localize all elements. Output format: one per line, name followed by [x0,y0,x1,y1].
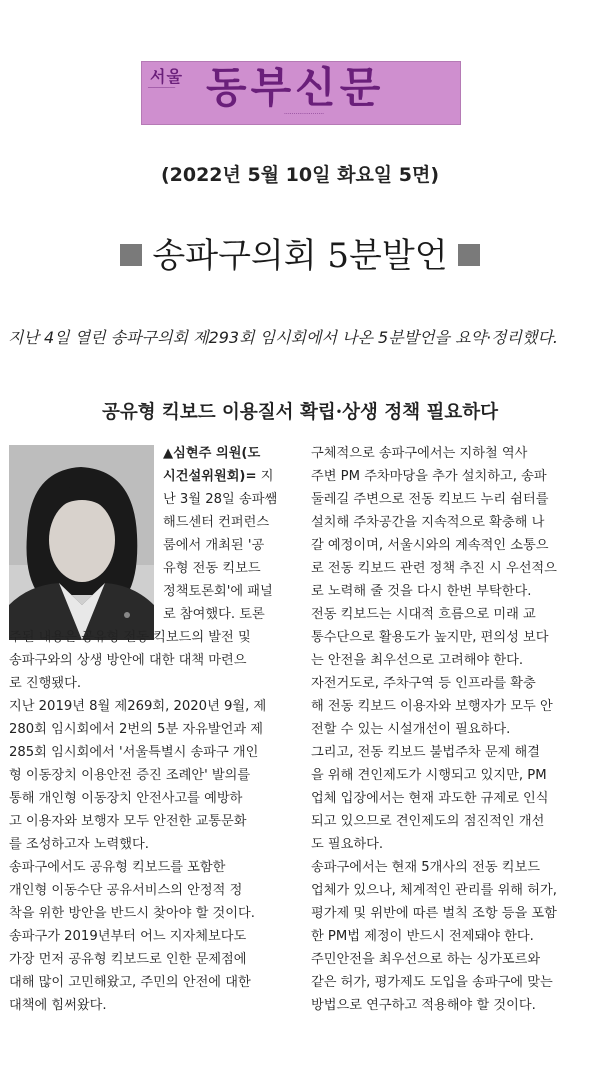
masthead-logo [141,61,461,125]
article-line: 업체 입장에서는 현재 과도한 규제로 인식 [311,791,549,806]
article-line: 285회 임시회에서 '서울특별시 송파구 개인 [9,745,259,760]
article-line: 전동 킥보드는 시대적 흐름으로 미래 교 [311,607,536,622]
article-line: 해드센터 컨퍼런스 [163,515,270,530]
article-line: 전할 수 있는 시설개선이 필요하다. [311,722,511,737]
article-column-1-top [163,442,293,626]
article-line: 주민안전을 최우선으로 하는 싱가포르와 [311,952,541,967]
article-line: 형 이동장치 이용안전 증진 조례안' 발의를 [9,768,251,783]
article-line: 그리고, 전동 킥보드 불법주차 문제 해결 [311,745,540,760]
article-line: 을 위해 견인제도가 시행되고 있지만, PM [311,768,547,783]
article-line: 로 노력해 줄 것을 다시 한번 부탁한다. [311,584,532,599]
article-line: 통해 개인형 이동장치 안전사고를 예방하 [9,791,243,806]
article-line: 지 [256,469,274,484]
article-line: 한 PM법 제정이 반드시 전제돼야 한다. [311,929,534,944]
summary: 지난 4일 열린 송파구의회 제293회 임시회에서 나온 5분발언을 요약·정리했다. [8,328,558,347]
article-line: 송파구에서도 공유형 킥보드를 포함한 [9,860,226,875]
article-line: 대해 많이 고민해왔고, 주민의 안전에 대한 [9,975,251,990]
article-line: 해 전동 킥보드 이용자와 보행자가 모두 안 [311,699,553,714]
article-line: 송파구가 2019년부터 어느 지자체보다도 [9,929,247,944]
article-line: 통수단으로 활용도가 높지만, 편의성 보다 [311,630,549,645]
article-line: 개인형 이동수단 공유서비스의 안정적 정 [9,883,243,898]
article-line: 를 조성하고자 노력했다. [9,837,149,852]
dateline: (2022년 5월 10일 화요일 5면) [160,164,440,186]
article-line: 자전거도로, 주차구역 등 인프라를 확충 [311,676,536,691]
masthead-seoul: 서울 [150,67,183,86]
article-line: 로 참여했다. 토론 [163,607,265,622]
article-line: 평가제 및 위반에 따른 벌칙 조항 등을 포함 [311,906,557,921]
article-line: 착을 위한 방안을 반드시 찾아야 할 것이다. [9,906,255,921]
article-line: 지난 2019년 8월 제269회, 2020년 9월, 제 [9,699,267,714]
article-line: 는 안전을 최우선으로 고려해야 한다. [311,653,524,668]
article-line: 구체적으로 송파구에서는 지하철 역사 [311,446,528,461]
article-line: 280회 임시회에서 2번의 5분 자유발언과 제 [9,722,263,737]
speaker-photo [9,445,154,640]
masthead-url-rule: ····················· [284,111,325,118]
headline: 송파구의회 5분발언 [152,236,448,276]
article-line: 주된 내용은 공유형 전동 킥보드의 발전 및 [9,630,251,645]
article-line: 난 3월 28일 송파쌤 [163,492,278,507]
article-line: 유형 전동 킥보드 [163,561,261,576]
masthead-title: 동부신문 [206,63,385,112]
article-line: 룸에서 개최된 '공 [163,538,265,553]
article-line: 로 진행됐다. [9,676,82,691]
subheadline: 공유형 킥보드 이용질서 확립·상생 정책 필요하다 [101,402,499,423]
article-line: 고 이용자와 보행자 모두 안전한 교통문화 [9,814,247,829]
article-line: 둘레길 주변으로 전동 킥보드 누리 쉼터를 [311,492,549,507]
article-line: 로 전동 킥보드 관련 정책 추진 시 우선적으 [311,561,557,576]
square-bullet-icon [458,244,480,266]
article-line: 도 필요하다. [311,837,384,852]
article-line: 업체가 있으나, 체계적인 관리를 위해 허가, [311,883,557,898]
square-bullet-icon [120,244,142,266]
speaker-committee: 시건설위원회)= [163,469,257,484]
article-line: 송파구와의 상생 방안에 대한 대책 마련으 [9,653,247,668]
article-line: 설치해 주차공간을 지속적으로 확충해 나 [311,515,545,530]
article-line: 정책토론회'에 패널 [163,584,273,599]
article-column-2 [311,442,599,1017]
article-line: 주변 PM 주차마당을 추가 설치하고, 송파 [311,469,547,484]
article-line: 가장 먼저 공유형 킥보드로 인한 문제점에 [9,952,247,967]
article-line: 같은 허가, 평가제도 도입을 송파구에 맞는 [311,975,553,990]
article-line: 갈 예정이며, 서울시와의 계속적인 소통으 [311,538,549,553]
article-line: 방법으로 연구하고 적용해야 할 것이다. [311,998,536,1013]
speaker-name: ▲심현주 의원(도 [163,446,261,461]
headline-block [0,228,600,277]
article-column-1 [9,626,299,1017]
article-line: 되고 있으므로 견인제도의 점진적인 개선 [311,814,545,829]
article-line: 대책에 힘써왔다. [9,998,107,1013]
masthead-seoul-rule: ───────── [148,85,176,91]
article-line: 송파구에서는 현재 5개사의 전동 킥보드 [311,860,540,875]
